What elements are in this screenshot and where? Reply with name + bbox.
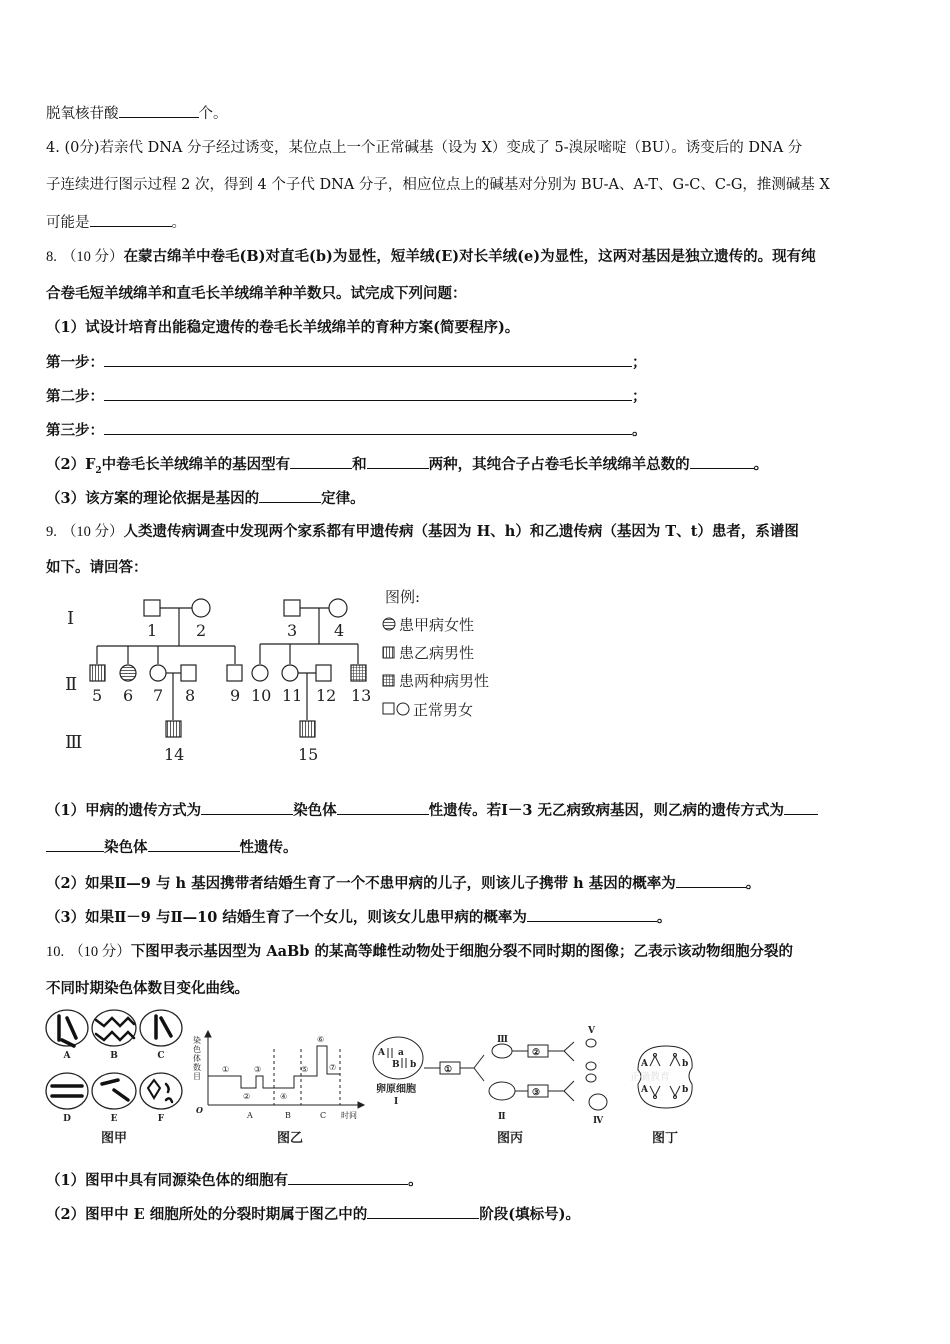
svg-text:①: ① (444, 1065, 453, 1075)
q10-sub1-b: 。 (408, 1172, 423, 1189)
q10-line1 (46, 942, 906, 962)
q9-chrom1-blank[interactable] (201, 800, 293, 815)
q8-step3 (46, 420, 906, 441)
q10-sub1-a: （1）图甲中具有同源染色体的细胞有 (46, 1172, 289, 1189)
svg-text:色: 色 (193, 1045, 201, 1054)
q3-tail-line (46, 103, 906, 124)
q4-text-3: 可能是 (46, 215, 90, 231)
step2-label: 第二步： (46, 388, 104, 405)
pedigree-legend (383, 588, 489, 719)
watermark: 正确教育 (630, 1072, 670, 1083)
svg-text:O: O (196, 1105, 203, 1115)
svg-text:时间: 时间 (341, 1111, 357, 1120)
svg-text:8: 8 (185, 686, 196, 705)
svg-text:患两种病男性: 患两种病男性 (399, 672, 490, 690)
step3-label: 第三步： (46, 422, 104, 439)
q9-sub2 (46, 873, 906, 894)
q8-text-1: 在蒙古绵羊中卷毛(B)对直毛(b)为显性，短羊绒(E)对长羊绒(e)为显性，这两对基因是独立遗传的。现有纯 (123, 248, 816, 265)
svg-text:Ⅴ: Ⅴ (588, 1026, 595, 1036)
step2-end: ； (632, 388, 647, 405)
q8-step2 (46, 386, 906, 407)
svg-text:2: 2 (196, 621, 207, 640)
q10-sub2-a: （2）图甲中 E 细胞所处的分裂时期属于图乙中的 (46, 1206, 368, 1223)
svg-text:B: B (110, 1051, 118, 1061)
figure-bing (370, 1015, 630, 1150)
q9-line1 (46, 522, 906, 542)
q8-law-blank[interactable] (259, 488, 321, 503)
svg-text:Ⅳ: Ⅳ (593, 1116, 604, 1126)
q8-genotype1-blank[interactable] (290, 454, 352, 469)
q9-sub2-b: 。 (745, 875, 761, 892)
q9-text-1: 人类遗传病调查中发现两个家系都有甲遗传病（基因为 H、h）和乙遗传病（基因为 T、t）患者，系谱图 (123, 523, 799, 540)
q9-number: 9. (46, 524, 57, 540)
svg-text:C: C (157, 1051, 165, 1061)
svg-text:D: D (63, 1114, 71, 1124)
figure-jia (44, 1008, 189, 1148)
svg-text:②: ② (243, 1092, 251, 1101)
q10-phase-blank[interactable] (367, 1204, 479, 1219)
svg-text:⑥: ⑥ (317, 1035, 325, 1044)
svg-text:4: 4 (334, 621, 345, 640)
q10-line2 (46, 979, 906, 999)
step2-blank[interactable] (104, 386, 632, 401)
svg-text:③: ③ (254, 1065, 262, 1074)
q3-tail-text: 脱氧核苷酸 (46, 106, 119, 122)
q10-cells-blank[interactable] (288, 1170, 408, 1185)
svg-text:9: 9 (230, 686, 241, 705)
q8-sub1 (46, 318, 906, 338)
q9-sub1-a: （1）甲病的遗传方式为 (46, 802, 202, 819)
svg-text:体: 体 (193, 1054, 201, 1063)
figure-ding (630, 1040, 705, 1150)
q10-text-1: 下图甲表示基因型为 AaBb 的某高等雌性动物处于细胞分裂不同时期的图像；乙表示该动物细胞分裂的 (130, 943, 793, 960)
svg-text:图例:: 图例: (385, 588, 421, 606)
q9-sub3-a: （3）如果Ⅱ－9 与Ⅱ—10 结婚生育了一个女儿，则该女儿患甲病的概率为 (46, 909, 527, 926)
q4-end: 。 (171, 215, 186, 231)
q8-step1 (46, 352, 906, 373)
q9-prob2-blank[interactable] (527, 907, 657, 922)
svg-text:目: 目 (193, 1072, 201, 1081)
q9-sub1-cont (46, 837, 906, 858)
svg-text:⑦: ⑦ (329, 1063, 337, 1072)
svg-text:3: 3 (287, 621, 298, 640)
svg-text:1: 1 (147, 621, 158, 640)
svg-text:Ⅱ: Ⅱ (65, 674, 78, 695)
q8-ratio-blank[interactable] (690, 454, 754, 469)
svg-text:数: 数 (193, 1063, 201, 1072)
q4-line1 (46, 138, 906, 158)
pedigree-chart (55, 588, 535, 778)
svg-text:A: A (378, 1048, 385, 1058)
svg-text:患甲病女性: 患甲病女性 (399, 616, 475, 634)
svg-text:正常男女: 正常男女 (413, 701, 474, 719)
svg-text:10: 10 (251, 686, 272, 705)
svg-text:②: ② (532, 1048, 541, 1058)
svg-text:A: A (63, 1051, 71, 1061)
step1-label: 第一步： (46, 354, 104, 371)
svg-text:E: E (110, 1114, 118, 1124)
svg-text:患乙病男性: 患乙病男性 (399, 644, 475, 662)
q4-text-1: 若亲代 DNA 分子经过诱变，某位点上一个正常碱基（设为 X）变成了 5-溴尿嘧啶（BU）。诱变后的 DNA 分 (99, 140, 803, 156)
q8-sub2 (46, 454, 906, 481)
q8-sub2-d: 两种，其纯合子占卷毛长羊绒绵羊总数的 (428, 456, 690, 473)
svg-text:a: a (398, 1048, 404, 1058)
figure-ding-caption: 图丁 (651, 1131, 679, 1146)
pedigree-numbers (92, 621, 371, 764)
q10-sub2-b: 阶段(填标号)。 (479, 1206, 580, 1223)
svg-text:7: 7 (153, 686, 164, 705)
svg-text:③: ③ (532, 1088, 541, 1098)
step3-blank[interactable] (104, 420, 632, 435)
q9-sub3-b: 。 (656, 909, 672, 926)
step1-blank[interactable] (104, 352, 632, 367)
q8-score: （10 分） (61, 249, 124, 265)
figure-yi-caption: 图乙 (276, 1131, 304, 1146)
figure-bing-caption: 图丙 (496, 1131, 524, 1146)
svg-text:6: 6 (123, 686, 134, 705)
step3-end: 。 (632, 422, 647, 439)
svg-text:⑤: ⑤ (301, 1065, 309, 1074)
q8-sub3-b: 定律。 (321, 490, 365, 507)
svg-text:B: B (392, 1060, 400, 1070)
q9-chrom2-blank-a[interactable] (784, 800, 818, 815)
q9-sub1-b: 染色体 (293, 802, 337, 819)
q9-chrom2-blank-b[interactable] (46, 837, 104, 852)
q8-sub3 (46, 488, 906, 509)
svg-text:Ⅰ: Ⅰ (394, 1097, 399, 1107)
svg-text:14: 14 (164, 745, 185, 764)
q8-sub2-c: 和 (352, 456, 367, 473)
pedigree-figure (55, 588, 535, 778)
q10-score: （10 分） (69, 944, 131, 960)
q9-sub1-c: 性遗传。若Ⅰ－3 无乙病致病基因，则乙病的遗传方式为 (428, 802, 785, 819)
q9-dom2-blank[interactable] (148, 837, 240, 852)
q3-tail-end: 个。 (198, 106, 228, 122)
svg-text:卵原细胞: 卵原细胞 (376, 1084, 416, 1095)
q8-number: 8. (46, 249, 57, 265)
figure-yi (190, 1025, 370, 1150)
q9-score: （10 分） (61, 524, 124, 540)
q4-number: 4. (46, 140, 60, 156)
q8-genotype2-blank[interactable] (367, 454, 429, 469)
q4-line3 (46, 212, 906, 233)
svg-text:15: 15 (298, 745, 319, 764)
q10-number: 10. (46, 944, 65, 960)
q10-sub2 (46, 1204, 906, 1225)
q8-text-2: 合卷毛短羊绒绵羊和直毛长羊绒绵羊种羊数只。试完成下列问题： (46, 285, 467, 302)
svg-text:Ⅱ: Ⅱ (498, 1112, 506, 1122)
q9-sub3 (46, 907, 906, 928)
q3-answer-blank[interactable] (119, 103, 199, 118)
svg-text:C: C (320, 1111, 327, 1120)
figure-jia-caption: 图甲 (100, 1131, 128, 1146)
q9-line2 (46, 558, 906, 578)
svg-text:①: ① (222, 1065, 230, 1074)
q4-score: (0分) (64, 140, 100, 156)
svg-text:5: 5 (92, 686, 103, 705)
svg-text:12: 12 (316, 686, 337, 705)
svg-text:Ⅲ: Ⅲ (497, 1035, 508, 1045)
q8-sub2-b: 中卷毛长羊绒绵羊的基因型有 (101, 456, 291, 473)
svg-text:F: F (157, 1114, 165, 1124)
q9-sub1-e: 性遗传。 (239, 839, 298, 856)
svg-text:A: A (247, 1111, 253, 1120)
svg-text:Ⅰ: Ⅰ (67, 608, 75, 629)
q8-sub2-a: （2）F (46, 456, 96, 473)
q9-sub2-a: （2）如果Ⅱ—9 与 h 基因携带者结婚生育了一个不患甲病的儿子，则该儿子携带 h 基因的概率为 (46, 875, 676, 892)
q9-sub1 (46, 800, 906, 821)
q9-sub1-d: 染色体 (104, 839, 148, 856)
q10-sub1 (46, 1170, 906, 1191)
q4-text-2: 子连续进行图示过程 2 次，得到 4 个子代 DNA 分子，相应位点上的碱基对分别为 BU-A、A-T、G-C、C-G，推测碱基 X (46, 177, 830, 193)
svg-text:④: ④ (280, 1092, 288, 1101)
svg-text:A: A (641, 1085, 648, 1095)
q9-prob1-blank[interactable] (676, 873, 746, 888)
svg-text:b: b (410, 1060, 417, 1070)
svg-text:13: 13 (351, 686, 372, 705)
q8-sub3-a: （3）该方案的理论依据是基因的 (46, 490, 260, 507)
svg-text:b: b (682, 1059, 689, 1069)
q8-sub2-subscript: 2 (95, 465, 102, 476)
svg-text:B: B (285, 1111, 291, 1120)
q9-text-2: 如下。请回答： (46, 559, 148, 576)
svg-text:A: A (641, 1059, 648, 1069)
figure-yi-ylabel: 染 (193, 1036, 201, 1045)
svg-text:11: 11 (282, 686, 303, 705)
q4-line2 (46, 175, 906, 195)
q8-line1 (46, 247, 906, 267)
svg-text:Ⅲ: Ⅲ (65, 732, 83, 753)
q8-line2 (46, 284, 906, 304)
svg-text:b: b (682, 1085, 689, 1095)
q8-sub2-e: 。 (753, 456, 769, 473)
q10-text-2: 不同时期染色体数目变化曲线。 (46, 980, 249, 997)
step1-end: ； (632, 354, 647, 371)
q4-answer-blank[interactable] (90, 212, 172, 227)
q8-sub1-text: （1）试设计培育出能稳定遗传的卷毛长羊绒绵羊的育种方案(简要程序)。 (46, 319, 520, 336)
q9-dom1-blank[interactable] (337, 800, 429, 815)
